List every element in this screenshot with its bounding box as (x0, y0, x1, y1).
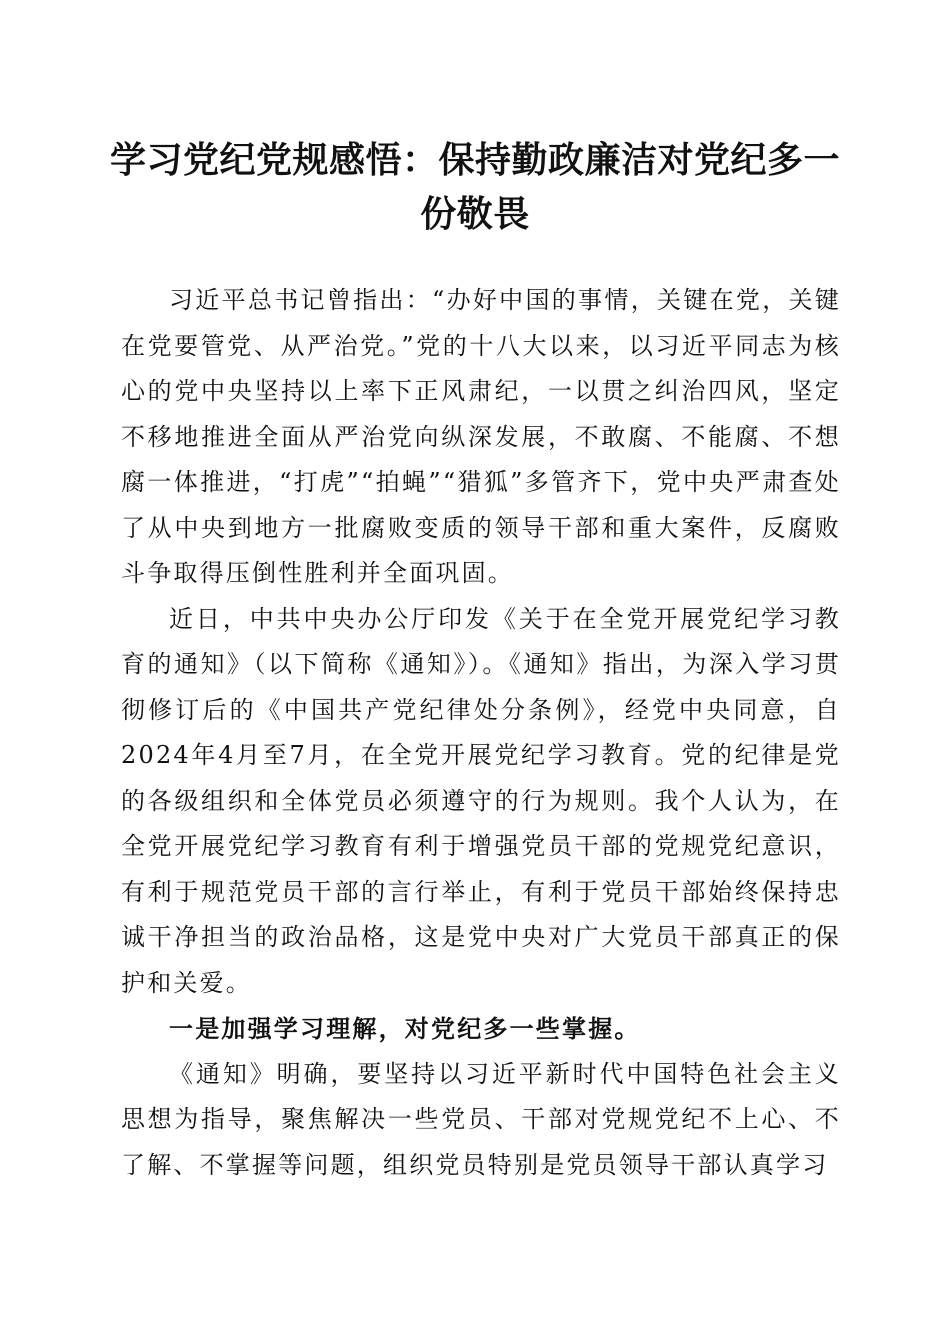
paragraph-intro: 习近平总书记曾指出：“办好中国的事情，关键在党，关键在党要管党、从严治党。”党的十八大以来，以习近平同志为核心的党中央坚持以上率下正风肃纪，一以贯之纠治四风，坚定不移地推进全面从严治党向纵深发展，不敢腐、不能腐、不想腐一体推进，“打虎”“拍蝇”“猎狐”多管齐下，党中央严肃查处了从中央到地方一批腐败变质的领导干部和重大案件，反腐败斗争取得压倒性胜利并全面巩固。 (121, 286, 841, 587)
paragraph-notice: 近日，中共中央办公厅印发《关于在全党开展党纪学习教育的通知》（以下简称《通知》）。《通知》指出，为深入学习贯彻修订后的《中国共产党纪律处分条例》，经党中央同意，自2024年4月至7月，在全党开展党纪学习教育。党的纪律是党的各级组织和全体党员必须遵守的行为规则。我个人认为，在全党开展党纪学习教育有利于增强党员干部的党规党纪意识，有利于规范党员干部的言行举止，有利于党员干部始终保持忠诚干净担当的政治品格，这是党中央对广大党员干部真正的保护和关爱。 (121, 604, 841, 997)
document-body (121, 278, 841, 1188)
section-heading: 一是加强学习理解，对党纪多一些掌握。 (169, 1014, 641, 1043)
document-title: 学习党纪党规感悟：保持勤政廉洁对党纪多一份敬畏 (109, 139, 840, 235)
paragraph-section-text: 《通知》明确，要坚持以习近平新时代中国特色社会主义思想为指导，聚焦解决一些党员、干部对党规党纪不上心、不了解、不掌握等问题，组织党员特别是党员领导干部认真学习 (121, 1059, 841, 1179)
